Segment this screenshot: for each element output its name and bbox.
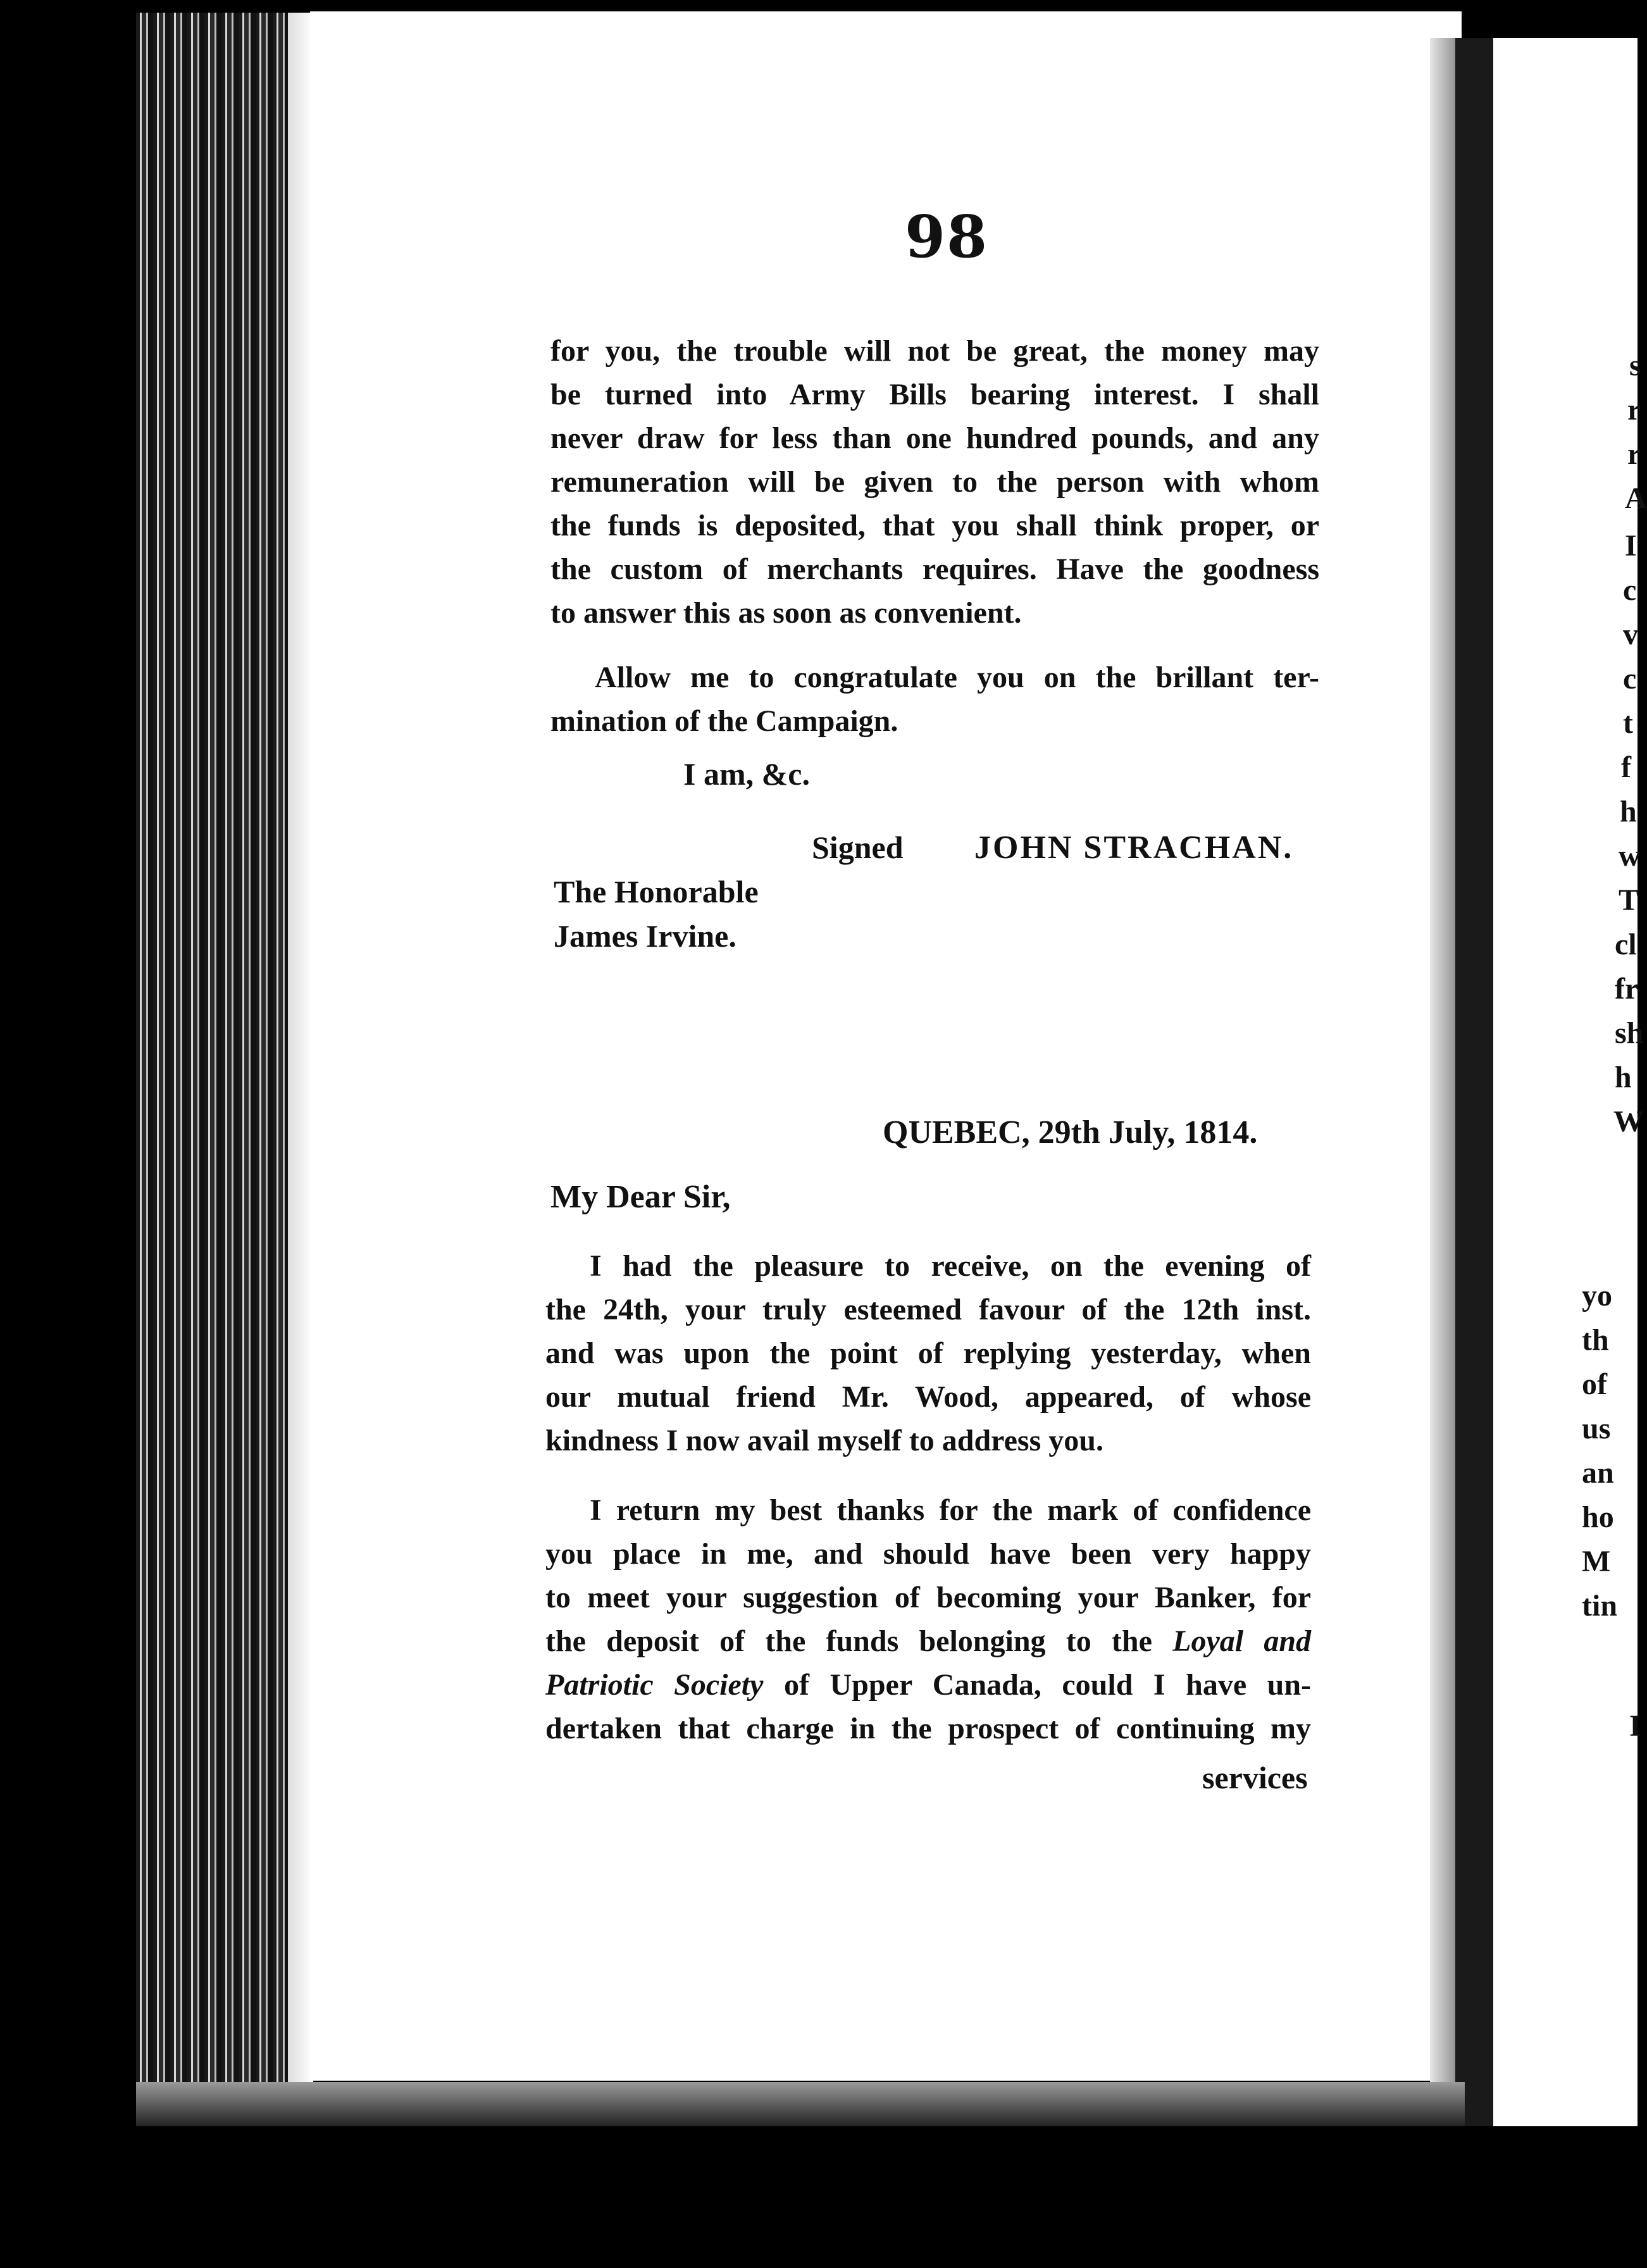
right-page-fragment: fr: [1615, 972, 1639, 1006]
right-page-fragment: th: [1582, 1323, 1609, 1357]
dateline: QUEBEC, 29th July, 1814.: [883, 1114, 1258, 1150]
book-binding: [136, 13, 313, 2101]
text-line: I had the pleasure to receive, on the evening of: [590, 1249, 1311, 1283]
catchword: services: [1202, 1760, 1308, 1795]
closing: I am, &c.: [683, 756, 810, 792]
right-page-fragment: I: [1629, 1709, 1641, 1743]
right-page-fragment: of: [1582, 1368, 1607, 1401]
bottom-edge: [136, 2082, 1465, 2126]
text-line: the 24th, your truly esteemed favour of the 12th inst.: [545, 1293, 1311, 1326]
right-page-fragment: t: [1623, 706, 1633, 740]
right-page-fragment: w: [1619, 839, 1641, 873]
text-line: Allow me to congratulate you on the brillant ter-: [595, 661, 1319, 694]
addressee-title: The Honorable: [554, 874, 759, 909]
text-line: the funds is deposited, that you shall think proper, or: [550, 509, 1319, 542]
text-line: I return my best thanks for the mark of confidence: [590, 1493, 1311, 1527]
text-line: be turned into Army Bills bearing interest. I shall: [550, 378, 1319, 411]
addressee-name: James Irvine.: [554, 918, 736, 954]
right-page-fragment: tin: [1582, 1589, 1618, 1623]
page-edge: [288, 13, 313, 2101]
right-page-fragment: M: [1582, 1545, 1611, 1578]
signature-name: JOHN STRACHAN.: [974, 830, 1294, 866]
text-line: [545, 1663, 1311, 1707]
right-page-fragment: us: [1582, 1412, 1611, 1445]
right-page-fragment: T: [1619, 883, 1639, 917]
right-page-fragment: yo: [1582, 1279, 1612, 1312]
salutation: My Dear Sir,: [550, 1179, 731, 1215]
right-page-fragment: I: [1625, 529, 1637, 563]
text-line: to answer this as soon as convenient.: [550, 596, 1022, 630]
paragraph-1: [550, 329, 1319, 635]
text-line: for you, the trouble will not be great, the money may: [550, 334, 1319, 368]
text-line: remuneration will be given to the person with whom: [550, 465, 1319, 499]
text-line: our mutual friend Mr. Wood, appeared, of whose: [545, 1380, 1311, 1414]
right-page-fragment: r: [1627, 393, 1641, 427]
right-page-fragment: W: [1613, 1105, 1644, 1138]
text-line: you place in me, and should have been very happy: [545, 1537, 1311, 1571]
text-line: kindness I now avail myself to address you.: [545, 1424, 1103, 1457]
text-line: to meet your suggestion of becoming your Banker, for: [545, 1581, 1311, 1614]
right-page-fragment: s: [1629, 349, 1641, 382]
text-line: mination of the Campaign.: [550, 704, 898, 738]
text-line: [545, 1619, 1311, 1663]
text-line: dertaken that charge in the prospect of continuing my: [545, 1712, 1311, 1745]
right-page-fragment: c: [1623, 662, 1637, 695]
paragraph-2: [550, 656, 1319, 743]
right-page-fragment: h: [1620, 795, 1637, 828]
text-line: the custom of merchants requires. Have the goodness: [550, 552, 1319, 586]
signed-label: Signed: [812, 830, 904, 865]
right-page-fragment: an: [1582, 1456, 1614, 1490]
right-page-fragment: f: [1621, 751, 1631, 784]
paragraph-4: [545, 1488, 1311, 1750]
society-name-part-1: Loyal and: [1172, 1624, 1312, 1658]
text-fragment: of Upper Canada, could I have un-: [783, 1668, 1312, 1702]
right-page-fragment: h: [1615, 1061, 1632, 1094]
page-number: 98: [905, 202, 989, 271]
society-name-part-2: Patriotic Society: [545, 1668, 764, 1702]
right-page-fragment: A: [1625, 482, 1647, 515]
right-page-fragment: v: [1623, 618, 1638, 651]
paragraph-3: [545, 1244, 1311, 1462]
text-fragment: the deposit of the funds belonging to the: [545, 1624, 1152, 1658]
gutter: [1455, 38, 1495, 2126]
right-page-fragment: sh: [1615, 1016, 1644, 1050]
right-page-fragment: ho: [1582, 1500, 1614, 1534]
right-page-fragment: r: [1627, 437, 1641, 471]
page-shadow: [1430, 38, 1458, 2082]
text-line: and was upon the point of replying yesterday, when: [545, 1336, 1311, 1370]
right-page-fragment: cl: [1615, 928, 1637, 961]
text-line: never draw for less than one hundred pounds, and any: [550, 421, 1319, 455]
right-page-fragment: c: [1623, 573, 1637, 607]
